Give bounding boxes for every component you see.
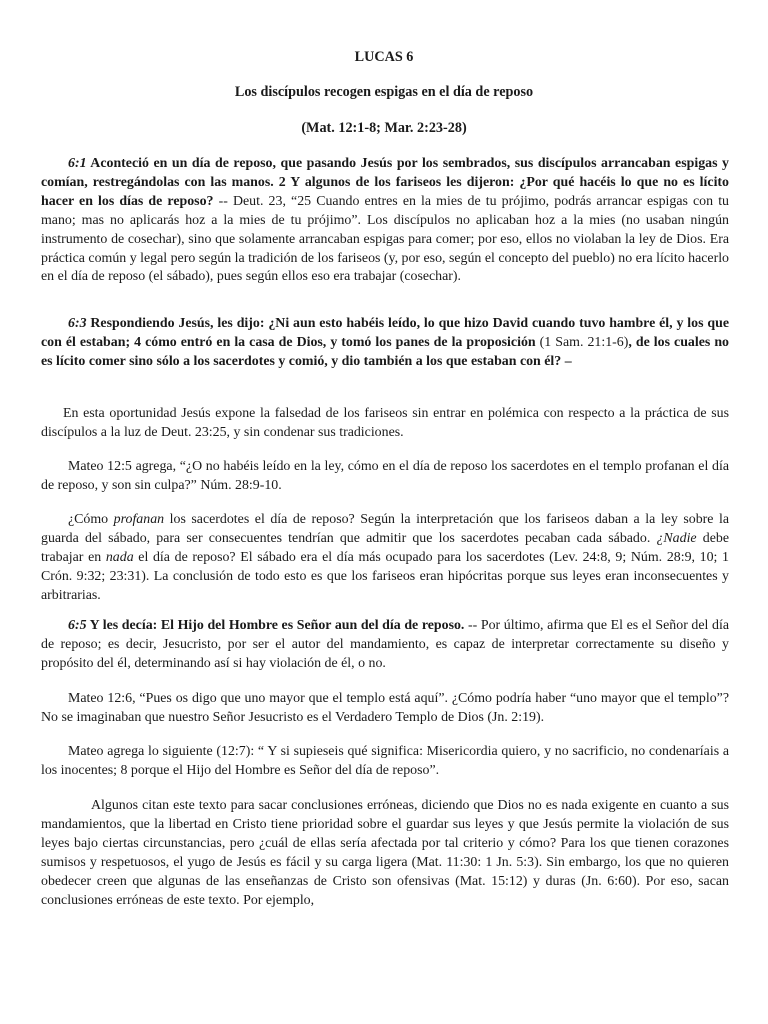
paragraph-conclusiones (41, 797, 729, 910)
paragraph-text: Mateo 12:6, “Pues os digo que uno mayor que el templo está aquí”. ¿Cómo podría haber “uno mayor que el templo”? No se imaginaban que nuestro Señor Jesucristo es el Verdadero Templo de Dios (Jn. 2:19). (41, 691, 729, 725)
emphasis-text: nada (105, 549, 134, 565)
verse-ref: 6:3 (68, 316, 87, 331)
paragraph-verse-6-3 (41, 315, 729, 372)
paragraph-mateo-12-5 (41, 458, 729, 496)
paragraph-mateo-12-7 (41, 743, 729, 781)
emphasis-text: profanan (113, 512, 165, 527)
paragraph-verse-6-1 (41, 155, 729, 287)
cross-reference: (Mat. 12:1-8; Mar. 2:23-28) (301, 120, 467, 136)
section-heading: Los discípulos recogen espigas en el día de reposo (234, 84, 534, 100)
paragraph-verse-6-5 (41, 617, 729, 674)
paragraph-text: Mateo 12:5 agrega, “¿O no habéis leído en la ley, cómo en el día de reposo los sacerdotes en el templo profanan el día de reposo, y son sin culpa?” Núm. 28:9-10. (41, 459, 729, 493)
verse-ref: 6:1 (68, 156, 87, 171)
paragraph-text: debe trabajar en (41, 530, 729, 565)
paragraph-text: los sacerdotes el día de reposo? Según la interpretación que los fariseos daban a la ley sobre la guarda del sábado, para ser consecuentes tendrían que admitir que los sacerdotes pecaban cada sábado. (41, 512, 729, 546)
verse-text: Y les decía: El Hijo del Hombre es Señor aun del día de reposo. (86, 618, 465, 633)
paragraph-profanan (41, 511, 729, 606)
paragraph-mateo-12-6 (41, 690, 729, 728)
verse-ref: 6:5 (68, 618, 87, 633)
commentary-text: -- Deut. 23, “25 Cuando entres en la mies de tu prójimo, podrás arrancar espigas con tu mano; mas no aplicarás hoz a la mies de tu prójimo”. Los discípulos no aplicaban hoz a la mies (no usaban ningún instrumento de cosechar), sino que solamente arrancaban espigas para comer; por eso, ellos no violaban la ley de Dios. Era práctica común y legal pero según la tradición de los fariseos (y, por eso, según el concepto del pueblo) no era lícito hacerlo en el día de reposo (el sábado), pues según ellos eso era trabajar (cosechar). (41, 193, 729, 285)
citation-text: (1 Sam. 21:1-6) (535, 334, 629, 350)
verse-text: Respondiendo Jesús, les dijo: ¿Ni aun esto habéis leído, lo que hizo David cuando tuvo hambre él, y los que con él estaban; 4 cómo entró en la casa de Dios, y tomó los panes de la proposición (41, 316, 729, 350)
verse-text: Aconteció en un día de reposo, que pasando Jesús por los sembrados, sus discípulos arrancaban espigas y comían, restregándolas con las manos. 2 Y algunos de los fariseos les dijeron: ¿Por qué hacéis lo que no es lícito hacer en los días de reposo? (41, 156, 729, 209)
commentary-text: -- Por último, afirma que El es el Señor del día de reposo; es decir, Jesucristo, por ser el autor del mandamiento, es capaz de interpretar correctamente su diseño y propósito del él, determinando así si hay violación de él, o no. (41, 618, 729, 671)
chapter-title: LUCAS 6 (354, 49, 414, 65)
paragraph-text: Algunos citan este texto para sacar conclusiones erróneas, diciendo que Dios no es nada exigente en cuanto a sus mandamientos, que la libertad en Cristo tiene prioridad sobre el guardar sus leyes y que Jesús permite la violación de sus leyes bajo ciertas circunstancias, pero ¿cuál de ellas sería afectada por tal criterio y cómo? Para los que tienen corazones sumisos y respetuosos, el yugo de Jesús es fácil y su carga ligera (Mat. 11:30: 1 Jn. 5:3). Sin embargo, los que no quieren obedecer creen que algunas de las enseñanzas de Cristo son ofensivas (Mat. 15:12) y duras (Jn. 6:60). Por eso, sacan conclusiones erróneas de este texto. Por ejemplo, (41, 798, 729, 908)
paragraph-text: el día de reposo? El sábado era el día más ocupado para los sacerdotes (Lev. 24:8, 9; Núm. 28:9, 10; 1 Crón. 9:32; 23:31). La conclusión de todo esto es que los fariseos eran hipócritas porque sus leyes eran inconsecuentes y arbitrarias. (41, 549, 730, 603)
emphasis-text: ¿Nadie (656, 530, 697, 546)
paragraph-text: ¿Cómo (68, 512, 114, 527)
paragraph-text: En esta oportunidad Jesús expone la falsedad de los fariseos sin entrar en polémica con respecto a la práctica de sus discípulos a la luz de Deut. 23:25, y sin condenar sus tradiciones. (41, 406, 729, 440)
paragraph-text: Mateo agrega lo siguiente (12:7): “ Y si supieseis qué significa: Misericordia quiero, y no sacrificio, no condenaríais a los inocentes; 8 porque el Hijo del Hombre es Señor del día de reposo”. (41, 744, 729, 778)
paragraph-commentary (41, 405, 729, 443)
verse-text-continued: , de los cuales no es lícito comer sino sólo a los sacerdotes y comió, y dio también a los que estaban con él? – (41, 334, 729, 369)
